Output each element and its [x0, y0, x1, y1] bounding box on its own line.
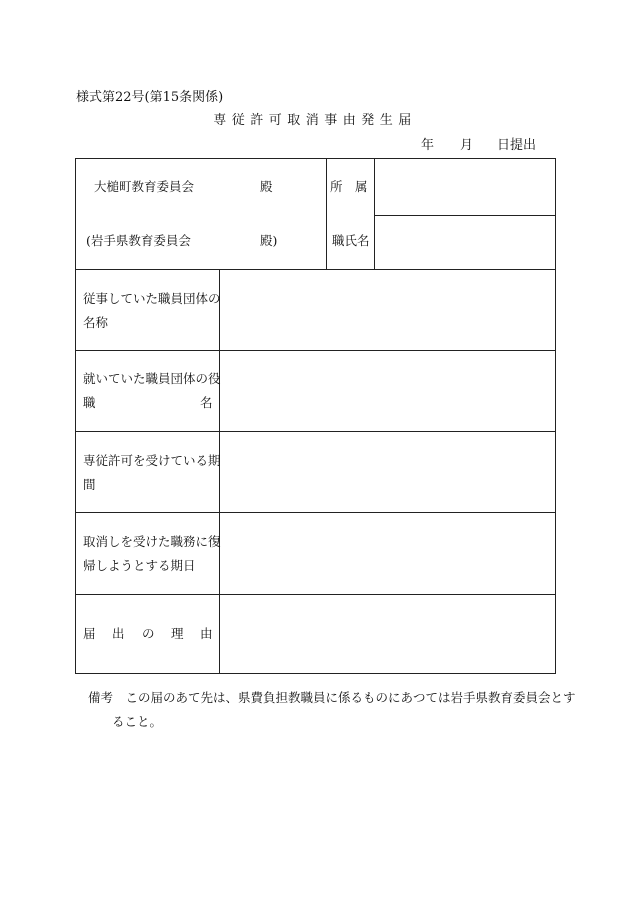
- date-day: 日提出: [497, 138, 537, 153]
- position-field[interactable]: [221, 352, 554, 430]
- return-date-field[interactable]: [221, 514, 554, 593]
- organization-name-field[interactable]: [221, 271, 554, 349]
- date-year: 年: [421, 138, 435, 153]
- row-label-reason-c5: 由: [200, 626, 213, 641]
- addressee-secondary-suffix: 殿): [260, 233, 278, 248]
- row-label-position-2a: 職: [83, 395, 96, 410]
- remarks: [88, 686, 576, 734]
- row-label-organization-name-2: 名称: [83, 315, 109, 330]
- row-label-position-1: 就いていた職員団体の役: [83, 371, 221, 386]
- row-label-position-2b: 名: [200, 395, 213, 410]
- divider: [76, 512, 556, 513]
- divider: [76, 269, 556, 270]
- row-label-return-date-2: 帰しようとする期日: [83, 558, 196, 573]
- divider: [374, 159, 375, 269]
- divider: [76, 594, 556, 595]
- remarks-line-2: ること。: [112, 714, 163, 729]
- form-table: [75, 158, 556, 674]
- row-label-return-date-1: 取消しを受けた職務に復: [83, 534, 221, 549]
- row-label-organization-name-1: 従事していた職員団体の: [83, 291, 221, 306]
- date-month: 月: [460, 138, 474, 153]
- addressee-secondary: (岩手県教育委員会: [86, 233, 191, 248]
- remarks-line-1: 備考 この届のあて先は、県費負担教職員に係るものにあつては岩手県教育委員会とす: [88, 690, 576, 705]
- row-label-reason-c3: の: [142, 626, 155, 641]
- affiliation-field[interactable]: [376, 161, 554, 213]
- affiliation-label: 所 属: [330, 179, 368, 194]
- row-label-reason-c1: 届: [83, 626, 96, 641]
- row-label-period-1: 専従許可を受けている期: [83, 453, 221, 468]
- divider: [374, 215, 556, 216]
- form-title: 専従許可取消事由発生届: [213, 113, 417, 128]
- form-number: 様式第22号(第15条関係): [76, 90, 224, 105]
- divider: [76, 350, 556, 351]
- row-label-reason-c4: 理: [171, 626, 184, 641]
- divider: [326, 159, 327, 269]
- permit-period-field[interactable]: [221, 433, 554, 511]
- row-label-reason-c2: 出: [112, 626, 125, 641]
- addressee-primary-suffix: 殿: [260, 179, 273, 194]
- row-label-period-2: 間: [83, 477, 96, 492]
- name-label: 職氏名: [332, 233, 370, 248]
- name-field[interactable]: [376, 217, 554, 267]
- addressee-primary: 大槌町教育委員会: [94, 179, 195, 194]
- divider: [76, 431, 556, 432]
- reason-field[interactable]: [221, 596, 554, 672]
- submission-date: [421, 134, 536, 153]
